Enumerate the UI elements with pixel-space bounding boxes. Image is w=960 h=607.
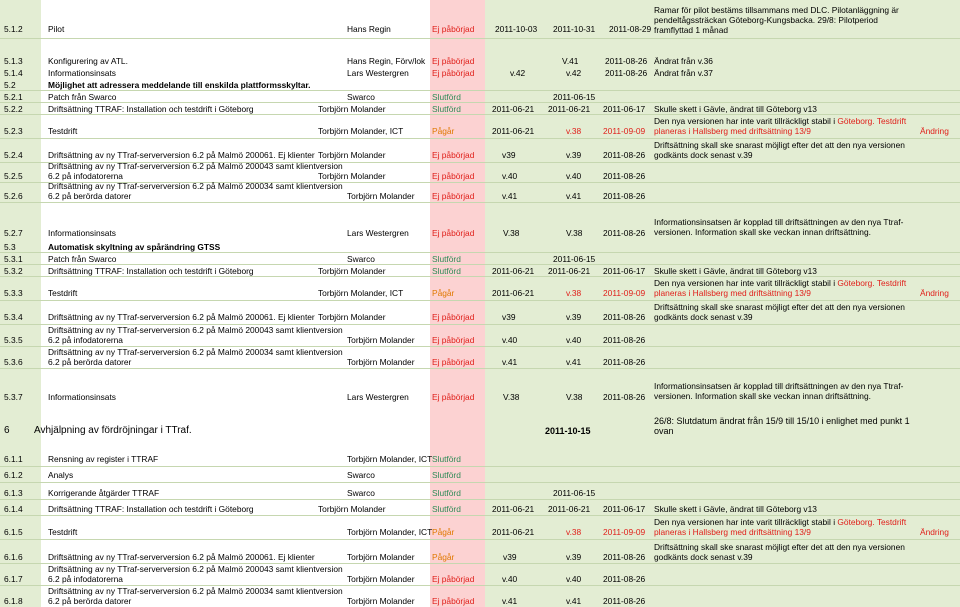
section-title: Möjlighet att adressera meddelande till enskilda plattformsskyltar. (48, 80, 311, 90)
section-row (0, 404, 960, 438)
row-start: 2011-06-21 (492, 504, 535, 514)
row-description: Patch från Swarco (48, 254, 117, 264)
row-updated: 2011-08-26 (603, 552, 646, 562)
row-status: Slutförd (432, 504, 461, 514)
row-updated: 2011-08-26 (603, 191, 646, 201)
row-status: Slutförd (432, 104, 461, 114)
row-status: Slutförd (432, 254, 461, 264)
table-row (0, 114, 960, 138)
row-owner: Hans Regin, Förv/lok (347, 56, 426, 66)
row-note: Ändrat från v.36 (654, 56, 713, 66)
row-description: Pilot (48, 24, 65, 34)
row-description: Informationsinsats (48, 68, 116, 78)
row-description: Testdrift (48, 527, 78, 537)
row-note (654, 116, 916, 136)
row-id: 5.2.2 (4, 104, 23, 114)
row-owner: Swarco (347, 470, 375, 480)
row-status: Ej påbörjad (432, 335, 475, 345)
row-start: V.38 (503, 228, 520, 238)
row-end: 2011-06-21 (548, 104, 591, 114)
change-flag: Ändring (920, 288, 949, 298)
row-end: v.42 (566, 68, 582, 78)
table-row (0, 162, 960, 182)
row-owner: Torbjörn Molander, ICT (318, 126, 404, 136)
row-note-part: Den nya versionen har inte varit tillräckligt stabil i (654, 517, 838, 527)
table-row (0, 66, 960, 78)
row-note-changed: Göteborg. Testdrift planeras i Hallsberg med driftsättning 13/9 (654, 278, 907, 298)
row-end: V.38 (566, 392, 583, 402)
row-note: Driftsättning skall ske snarast möjligt efter det att den nya versionen godkänts dock senast v.39 (654, 302, 905, 322)
table-row (0, 368, 960, 404)
row-description: Rensning av register i TTRAF (48, 454, 159, 464)
table-row (0, 324, 960, 346)
row-description: Analys (48, 470, 74, 480)
row-owner: Torbjörn Molander (318, 171, 386, 181)
row-id: 5.1.2 (4, 24, 23, 34)
row-id: 6.1.5 (4, 527, 23, 537)
row-updated: 2011-08-26 (603, 392, 646, 402)
row-id: 5.3.3 (4, 288, 23, 298)
row-start: v39 (502, 312, 516, 322)
row-note: Driftsättning skall ske snarast möjligt efter det att den nya versionen godkänts dock senast v.39 (654, 542, 905, 562)
row-updated: 2011-06-17 (603, 504, 646, 514)
row-status: Ej påbörjad (432, 191, 475, 201)
table-row (0, 276, 960, 300)
table-row (0, 138, 960, 162)
row-owner: Torbjörn Molander (347, 335, 415, 345)
row-end: V.38 (566, 228, 583, 238)
row-note: Informationsinsatsen är kopplad till driftsättningen av den nya Ttraf-versionen. Information skall ske veckan innan driftsättning. (654, 217, 904, 237)
row-owner: Torbjörn Molander (347, 357, 415, 367)
row-updated: 2011-08-26 (603, 171, 646, 181)
row-owner: Torbjörn Molander, ICT (347, 454, 433, 464)
row-description: Korrigerande åtgärder TTRAF (48, 488, 160, 498)
row-description: Informationsinsats (48, 228, 116, 238)
row-updated: 2011-08-29 (609, 24, 652, 34)
table-row (0, 90, 960, 102)
row-note: Ramar för pilot bestäms tillsammans med DLC. Pilotanläggning är pendeltågssträckan Göteborg-Kungsbacka. 29/8: Pilotperiod framflyttad 1 månad (654, 5, 899, 35)
table-row (0, 482, 960, 499)
row-description: Driftsättning TTRAF: Installation och testdrift i Göteborg (48, 266, 254, 276)
table-row (0, 182, 960, 202)
row-owner: Torbjörn Molander (318, 104, 386, 114)
row-note (654, 517, 916, 537)
row-status: Ej påbörjad (432, 357, 475, 367)
row-start: v.41 (502, 596, 518, 606)
row-status: Pågår (432, 527, 455, 537)
row-id: 6.1.1 (4, 454, 23, 464)
row-id: 5.2.6 (4, 191, 23, 201)
row-id: 5.2.3 (4, 126, 23, 136)
row-status: Ej påbörjad (432, 228, 475, 238)
row-owner: Torbjörn Molander, ICT (318, 288, 404, 298)
row-status: Ej påbörjad (432, 312, 475, 322)
row-id: 6.1.4 (4, 504, 23, 514)
row-description: Driftsättning av ny TTraf-serverversion 6.2 på Malmö 200034 samt klientversion 6.2 på berörda datorer (48, 181, 343, 201)
row-end: v.39 (566, 150, 582, 160)
row-end: 2011-06-15 (553, 92, 596, 102)
row-end: v.38 (566, 126, 582, 136)
row-note (654, 278, 916, 298)
table-row (0, 346, 960, 368)
table-row (0, 300, 960, 324)
row-end: v.41 (566, 357, 582, 367)
row-status: Slutförd (432, 92, 461, 102)
row-owner: Torbjörn Molander (318, 266, 386, 276)
row-start: v39 (503, 552, 517, 562)
change-flag: Ändring (920, 126, 949, 136)
row-start: v.40 (502, 171, 518, 181)
row-id: 5.2 (4, 80, 16, 90)
row-end: 2011-06-21 (548, 266, 591, 276)
table-row (0, 563, 960, 585)
row-note: Skulle skett i Gävle, ändrat till Göteborg v13 (654, 504, 817, 514)
row-start: v39 (502, 150, 516, 160)
row-divider (0, 38, 960, 39)
row-owner: Torbjörn Molander (347, 574, 415, 584)
row-start: 2011-06-21 (492, 104, 535, 114)
row-end: v.41 (566, 191, 582, 201)
row-end: v.41 (566, 596, 582, 606)
row-owner: Torbjörn Molander (347, 552, 415, 562)
table-row (0, 252, 960, 264)
row-id: 5.3 (4, 242, 16, 252)
row-owner: Lars Westergren (347, 68, 409, 78)
row-description: Driftsättning TTRAF: Installation och testdrift i Göteborg (48, 104, 254, 114)
row-start: v.40 (502, 574, 518, 584)
row-status: Ej påbörjad (432, 24, 475, 34)
row-start: v.40 (502, 335, 518, 345)
table-row (0, 52, 960, 66)
row-id: 6.1.3 (4, 488, 23, 498)
row-updated: 2011-08-26 (605, 56, 648, 66)
row-note: Informationsinsatsen är kopplad till driftsättningen av den nya Ttraf-versionen. Information skall ske veckan innan driftsättning. (654, 381, 904, 401)
row-updated: 2011-08-26 (603, 596, 646, 606)
row-end: 2011-10-31 (553, 24, 596, 34)
row-status: Ej påbörjad (432, 392, 475, 402)
row-status: Pågår (432, 126, 455, 136)
row-description: Driftsättning TTRAF: Installation och testdrift i Göteborg (48, 504, 254, 514)
row-updated: 2011-09-09 (603, 288, 646, 298)
row-owner: Torbjörn Molander (347, 191, 415, 201)
row-updated: 2011-06-17 (603, 266, 646, 276)
row-end: v.39 (566, 312, 582, 322)
row-updated: 2011-08-26 (603, 574, 646, 584)
row-owner: Swarco (347, 254, 375, 264)
row-updated: 2011-08-26 (603, 228, 646, 238)
table-row (0, 466, 960, 482)
section-row (0, 78, 960, 90)
row-end: 2011-06-15 (553, 254, 596, 264)
row-id: 5.2.4 (4, 150, 23, 160)
row-note-part: Den nya versionen har inte varit tillräckligt stabil i (654, 278, 838, 288)
row-start: v.42 (510, 68, 526, 78)
row-status: Ej påbörjad (432, 150, 475, 160)
row-id: 6 (4, 425, 10, 436)
row-id: 5.2.5 (4, 171, 23, 181)
row-id: 5.1.3 (4, 56, 23, 66)
row-description: Driftsättning av ny TTraf-serverversion 6.2 på Malmö 200061. Ej klienter (48, 150, 315, 160)
table-row (0, 515, 960, 539)
row-owner: Torbjörn Molander, ICT (347, 527, 433, 537)
row-updated: 2011-08-26 (603, 335, 646, 345)
section-title: Automatisk skyltning av spårändring GTSS (48, 242, 221, 252)
row-end: V.41 (562, 56, 579, 66)
row-start: 2011-06-21 (492, 266, 535, 276)
row-end: v.38 (566, 288, 582, 298)
row-id: 5.3.6 (4, 357, 23, 367)
row-status: Ej påbörjad (432, 171, 475, 181)
row-owner: Torbjörn Molander (318, 150, 386, 160)
row-end: 2011-06-15 (553, 488, 596, 498)
row-description: Driftsättning av ny TTraf-serverversion 6.2 på Malmö 200043 samt klientversion 6.2 på infodatorerna (48, 325, 343, 345)
row-start: v.41 (502, 357, 518, 367)
row-end: v.38 (566, 527, 582, 537)
row-updated: 2011-08-26 (605, 68, 648, 78)
row-status: Slutförd (432, 266, 461, 276)
row-owner: Torbjörn Molander (318, 312, 386, 322)
row-note: Skulle skett i Gävle, ändrat till Göteborg v13 (654, 266, 817, 276)
row-owner: Swarco (347, 488, 375, 498)
row-id: 5.3.2 (4, 266, 23, 276)
row-start: V.38 (503, 392, 520, 402)
row-updated: 2011-06-17 (603, 104, 646, 114)
row-description: Driftsättning av ny TTraf-serverversion 6.2 på Malmö 200061. Ej klienter (48, 312, 315, 322)
row-status: Pågår (432, 552, 455, 562)
table-row (0, 438, 960, 466)
row-id: 6.1.7 (4, 574, 23, 584)
row-id: 5.3.4 (4, 312, 23, 322)
row-end: v.40 (566, 335, 582, 345)
change-flag: Ändring (920, 527, 949, 537)
row-owner: Lars Westergren (347, 392, 409, 402)
row-description: Informationsinsats (48, 392, 116, 402)
row-status: Ej påbörjad (432, 574, 475, 584)
row-start: 2011-06-21 (492, 288, 535, 298)
row-description: Konfigurering av ATL. (48, 56, 128, 66)
row-id: 6.1.8 (4, 596, 23, 606)
row-description: Driftsättning av ny TTraf-serverversion 6.2 på Malmö 200034 samt klientversion 6.2 på berörda datorer (48, 586, 343, 606)
row-note: Skulle skett i Gävle, ändrat till Göteborg v13 (654, 104, 817, 114)
row-updated: 2011-08-26 (603, 150, 646, 160)
row-status: Slutförd (432, 470, 461, 480)
row-description: Testdrift (48, 126, 78, 136)
table-row (0, 585, 960, 606)
row-end: v.40 (566, 574, 582, 584)
row-note: Ändrat från v.37 (654, 68, 713, 78)
row-status: Slutförd (432, 454, 461, 464)
table-row (0, 102, 960, 114)
table-row (0, 264, 960, 276)
row-updated: 2011-08-26 (603, 357, 646, 367)
row-id: 5.3.5 (4, 335, 23, 345)
table-row (0, 499, 960, 515)
row-start: 2011-06-21 (492, 527, 535, 537)
row-description: Driftsättning av ny TTraf-serverversion 6.2 på Malmö 200043 samt klientversion 6.2 på infodatorerna (48, 161, 343, 181)
row-end: v.40 (566, 171, 582, 181)
row-description: Driftsättning av ny TTraf-serverversion 6.2 på Malmö 200034 samt klientversion 6.2 på berörda datorer (48, 347, 343, 367)
row-updated: 2011-09-09 (603, 126, 646, 136)
row-id: 5.2.7 (4, 228, 23, 238)
row-owner: Lars Westergren (347, 228, 409, 238)
row-id: 6.1.2 (4, 470, 23, 480)
row-owner: Hans Regin (347, 24, 391, 34)
section-title: Avhjälpning av fördröjningar i TTraf. (34, 425, 192, 436)
row-status: Ej påbörjad (432, 56, 475, 66)
row-description: Driftsättning av ny TTraf-serverversion 6.2 på Malmö 200061. Ej klienter (48, 552, 315, 562)
row-updated: 2011-08-26 (603, 312, 646, 322)
row-updated: 2011-09-09 (603, 527, 646, 537)
row-id: 6.1.6 (4, 552, 23, 562)
row-owner: Torbjörn Molander (347, 596, 415, 606)
row-end: 2011-10-15 (545, 426, 591, 436)
row-status: Ej påbörjad (432, 68, 475, 78)
row-owner: Torbjörn Molander (318, 504, 386, 514)
row-id: 5.3.7 (4, 392, 23, 402)
row-status: Slutförd (432, 488, 461, 498)
table-row (0, 0, 960, 38)
row-start: v.41 (502, 191, 518, 201)
row-note-changed: Göteborg. Testdrift planeras i Hallsberg med driftsättning 13/9 (654, 116, 907, 136)
row-note-part: Den nya versionen har inte varit tillräckligt stabil i (654, 116, 838, 126)
row-id: 5.1.4 (4, 68, 23, 78)
row-id: 5.2.1 (4, 92, 23, 102)
row-status: Pågår (432, 288, 455, 298)
row-description: Testdrift (48, 288, 78, 298)
row-start: 2011-06-21 (492, 126, 535, 136)
row-description: Patch från Swarco (48, 92, 117, 102)
table-row (0, 202, 960, 240)
row-note: 26/8: Slutdatum ändrat från 15/9 till 15/10 i enlighet med punkt 1 ovan (654, 416, 910, 436)
section-row (0, 240, 960, 252)
row-end: v.39 (566, 552, 582, 562)
row-status: Ej påbörjad (432, 596, 475, 606)
table-row (0, 539, 960, 563)
row-owner: Swarco (347, 92, 375, 102)
row-description: Driftsättning av ny TTraf-serverversion 6.2 på Malmö 200043 samt klientversion 6.2 på infodatorerna (48, 564, 343, 584)
row-note-changed: Göteborg. Testdrift planeras i Hallsberg med driftsättning 13/9 (654, 517, 907, 537)
row-end: 2011-06-21 (548, 504, 591, 514)
row-note: Driftsättning skall ske snarast möjligt efter det att den nya versionen godkänts dock senast v.39 (654, 140, 905, 160)
row-start: 2011-10-03 (495, 24, 538, 34)
row-id: 5.3.1 (4, 254, 23, 264)
